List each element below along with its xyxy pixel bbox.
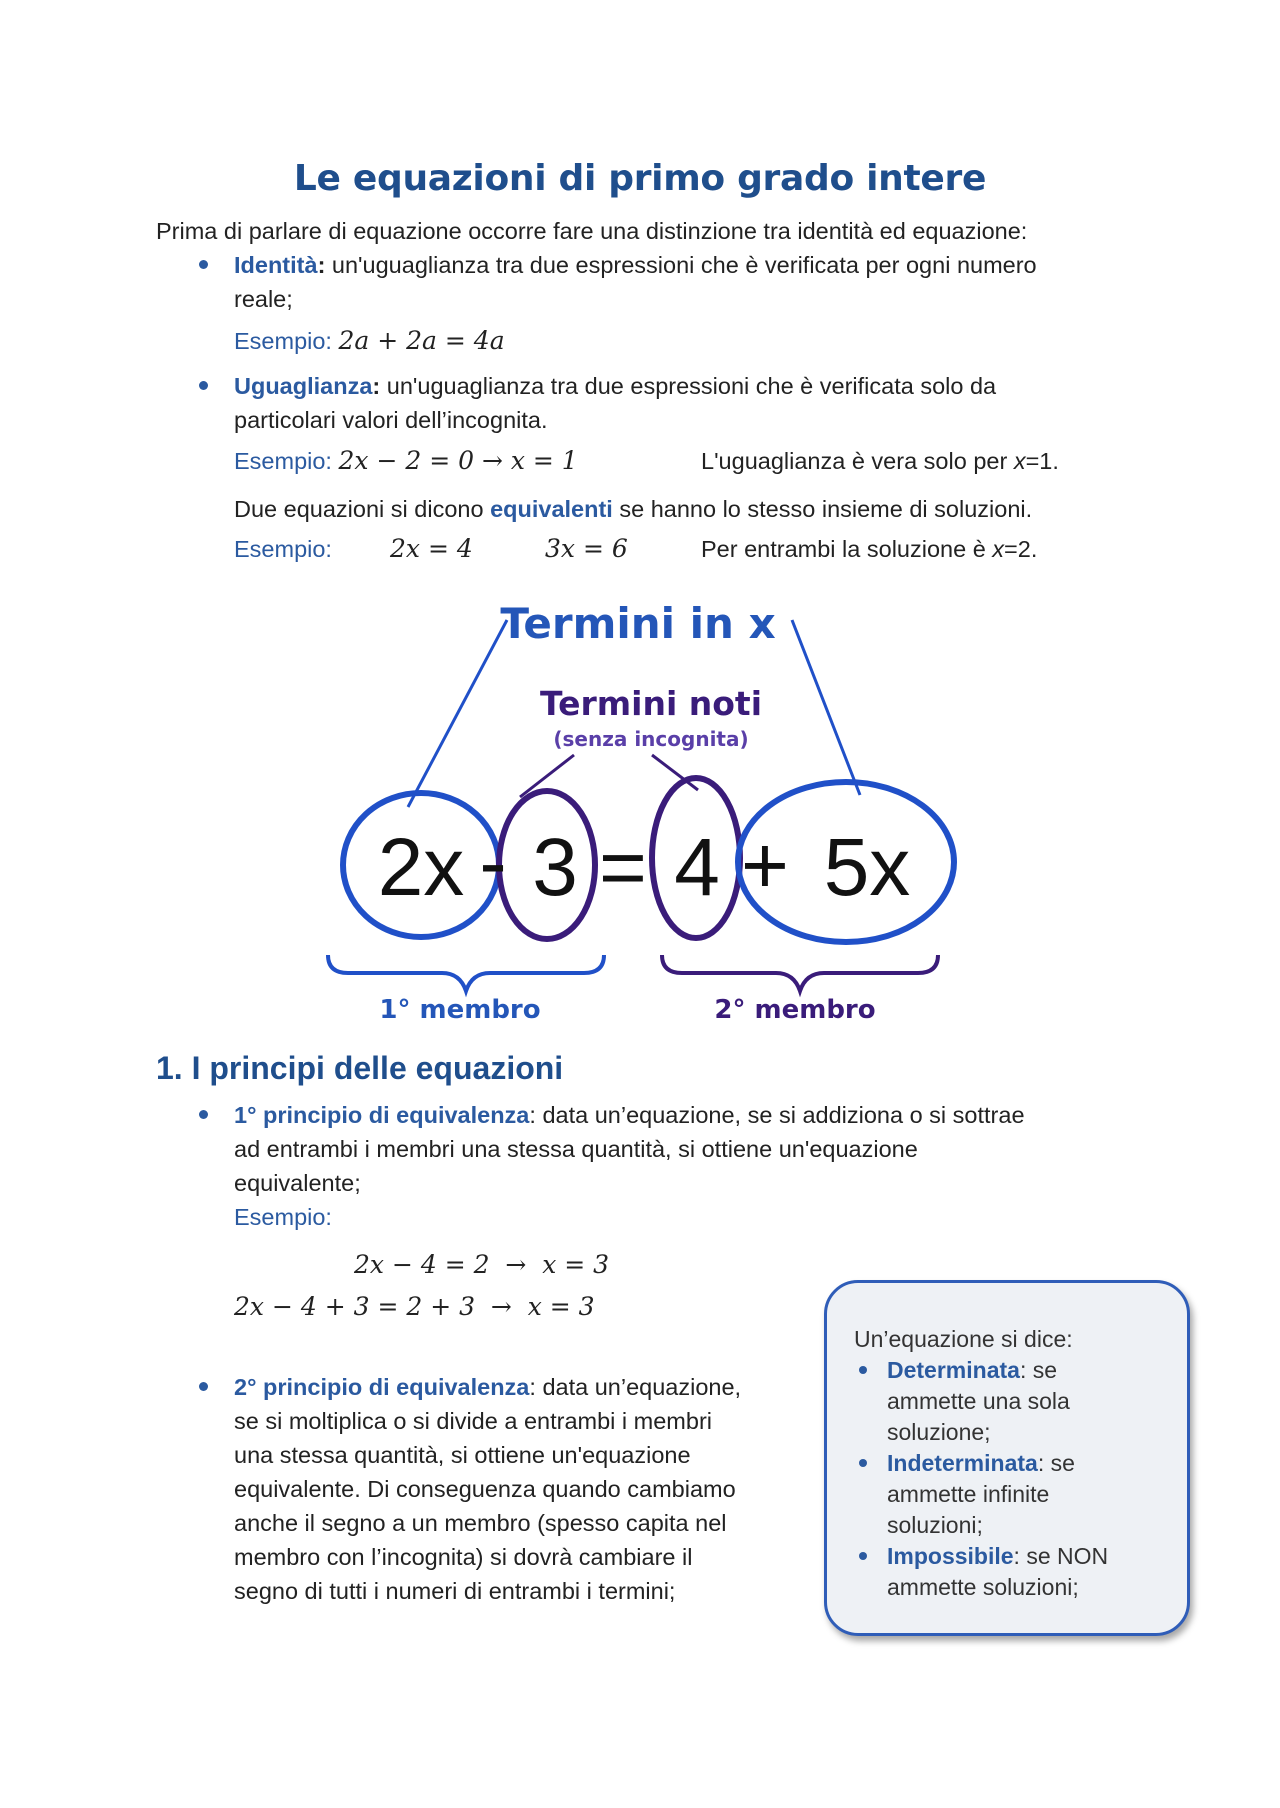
- equation-diagram: [300, 590, 980, 1030]
- page-title: Le equazioni di primo grado intere: [293, 158, 987, 199]
- box-indeterminata-line1: Indeterminata: se: [887, 1450, 1075, 1476]
- bullet-icon: [199, 260, 208, 269]
- bullet-icon: [859, 1552, 867, 1560]
- bullet-icon: [199, 1110, 208, 1119]
- principio1-example-line2: 2x − 4 + 3 = 2 + 3 → x = 3: [234, 1292, 595, 1321]
- box-determinata-line3: soluzione;: [887, 1419, 991, 1445]
- uguaglianza-example: Esempio: 2x − 2 = 0 → x = 1: [234, 446, 578, 475]
- leader-line-left: [408, 620, 507, 807]
- identita-line2: reale;: [234, 286, 293, 312]
- termini-noti-label: Termini noti: [539, 684, 763, 723]
- identita-example: Esempio: 2a + 2a = 4a: [234, 326, 505, 355]
- box-determinata-line2: ammette una sola: [887, 1388, 1070, 1414]
- principio1-line1: 1° principio di equivalenza: data un’equazione, se si addiziona o si sottrae: [234, 1102, 1025, 1128]
- equivalenti-def: Due equazioni si dicono equivalenti se hanno lo stesso insieme di soluzioni.: [234, 496, 1033, 522]
- uguaglianza-line1: Uguaglianza: un'uguaglianza tra due espressioni che è verificata solo da: [234, 373, 997, 399]
- bullet-icon: [199, 381, 208, 390]
- leader-line-right: [792, 620, 860, 795]
- termini-x-label: Termini in x: [500, 599, 776, 648]
- brace-membro1: [328, 955, 604, 991]
- equivalenti-eq2: 3x = 6: [545, 534, 628, 563]
- eq-3: 3: [532, 822, 578, 913]
- identita-term: Identità: [234, 252, 318, 278]
- principio2-line4: equivalente. Di conseguenza quando cambiamo: [234, 1476, 736, 1502]
- box-intro: Un’equazione si dice:: [854, 1326, 1073, 1352]
- eq-5x: 5x: [823, 822, 911, 913]
- box-determinata-line1: Determinata: se: [887, 1357, 1058, 1383]
- eq-equals: =: [599, 822, 647, 913]
- eq-2x: 2x: [377, 822, 465, 913]
- principio1-example-label: Esempio:: [234, 1204, 332, 1230]
- uguaglianza-term: Uguaglianza: [234, 373, 373, 399]
- uguaglianza-example-math: 2x − 2 = 0 → x = 1: [338, 446, 578, 475]
- uguaglianza-line2: particolari valori dell’incognita.: [234, 407, 548, 433]
- intro-text: Prima di parlare di equazione occorre fare una distinzione tra identità ed equazione:: [156, 218, 1028, 244]
- principio1-term: 1° principio di equivalenza: [234, 1102, 530, 1128]
- box-impossibile-line1: Impossibile: se NON: [887, 1543, 1109, 1569]
- eq-plus: +: [741, 820, 789, 911]
- eq-minus: -: [479, 817, 507, 908]
- equivalenti-term: equivalenti: [490, 496, 613, 522]
- principio1-line2: ad entrambi i membri una stessa quantità, si ottiene un'equazione: [234, 1136, 918, 1162]
- principio2-line3: una stessa quantità, si ottiene un'equazione: [234, 1442, 691, 1468]
- senza-incognita-label: (senza incognita): [553, 727, 749, 751]
- bullet-icon: [199, 1382, 208, 1391]
- brace-membro2: [662, 955, 938, 991]
- equivalenti-eq1: 2x = 4: [390, 534, 473, 563]
- eq-4: 4: [674, 822, 720, 913]
- impossibile-term: Impossibile: [887, 1543, 1014, 1569]
- principio1-example-line1: 2x − 4 = 2 → x = 3: [354, 1250, 610, 1279]
- bullet-icon: [859, 1459, 867, 1467]
- identita-example-math: 2a + 2a = 4a: [338, 326, 505, 355]
- uguaglianza-note: L'uguaglianza è vera solo per x=1.: [701, 448, 1059, 474]
- indeterminata-term: Indeterminata: [887, 1450, 1038, 1476]
- determinata-term: Determinata: [887, 1357, 1020, 1383]
- equivalenti-example-label: Esempio:: [234, 536, 332, 562]
- box-indeterminata-line3: soluzioni;: [887, 1512, 983, 1538]
- principio2-line1: 2° principio di equivalenza: data un’equazione,: [234, 1374, 742, 1400]
- principio1-line3: equivalente;: [234, 1170, 361, 1196]
- box-impossibile-line2: ammette soluzioni;: [887, 1574, 1079, 1600]
- membro2-label: 2° membro: [714, 995, 876, 1025]
- box-indeterminata-line2: ammette infinite: [887, 1481, 1050, 1507]
- principio2-line6: membro con l’incognita) si dovrà cambiare il: [234, 1544, 693, 1570]
- section-heading: 1. I principi delle equazioni: [156, 1050, 564, 1086]
- bullet-icon: [859, 1366, 867, 1374]
- identita-line1: Identità: un'uguaglianza tra due espressioni che è verificata per ogni numero: [234, 252, 1037, 278]
- membro1-label: 1° membro: [379, 995, 541, 1025]
- principio2-line5: anche il segno a un membro (spesso capita nel: [234, 1510, 727, 1536]
- principio2-line7: segno di tutti i numeri di entrambi i termini;: [234, 1578, 676, 1604]
- principio2-term: 2° principio di equivalenza: [234, 1374, 530, 1400]
- principio2-line2: se si moltiplica o si divide a entrambi i membri: [234, 1408, 712, 1434]
- equivalenti-note: Per entrambi la soluzione è x=2.: [701, 536, 1038, 562]
